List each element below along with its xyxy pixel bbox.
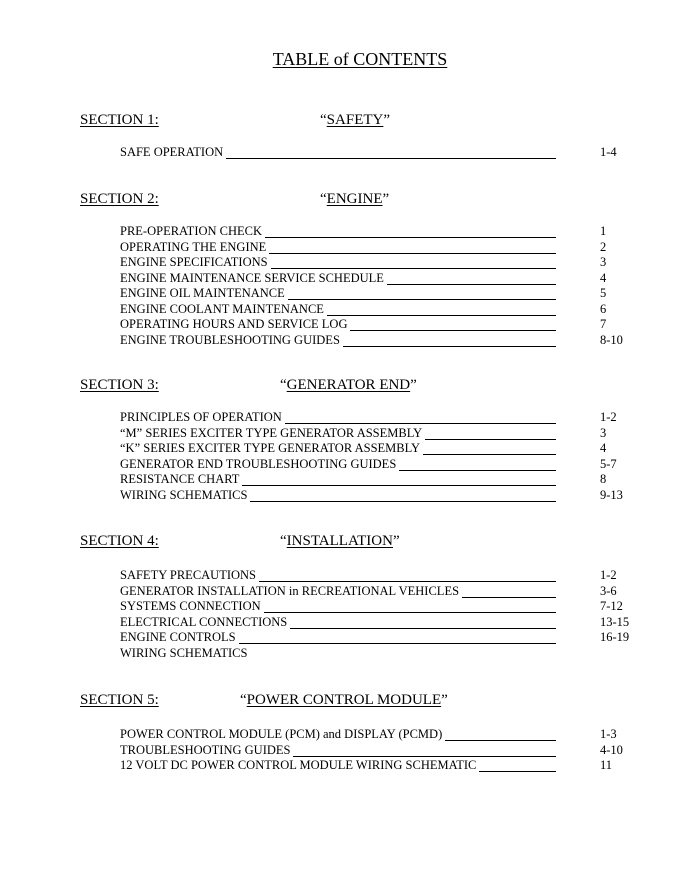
section-name-text: INSTALLATION	[286, 533, 393, 549]
entry-pages: 16-19	[600, 630, 630, 644]
entry-pages: 4-10	[600, 742, 623, 757]
section-3	[0, 377, 680, 502]
document-title: TABLE of CONTENTS	[272, 49, 448, 69]
section-label: SECTION 5:	[80, 692, 159, 708]
entry-title: GENERATOR END TROUBLESHOOTING GUIDES	[120, 457, 399, 472]
section-5	[0, 692, 680, 772]
toc-entry[interactable]	[0, 584, 680, 600]
entry-title: ELECTRICAL CONNECTIONS	[120, 615, 290, 630]
entry-title: ENGINE CONTROLS	[120, 630, 239, 645]
section-heading	[0, 533, 680, 553]
entry-pages: 11	[600, 758, 613, 772]
section-2	[0, 191, 680, 347]
section-name-text: GENERATOR END	[286, 377, 411, 393]
entry-pages: 7	[600, 317, 607, 331]
entry-title: SAFETY PRECAUTIONS	[120, 568, 259, 583]
entry-title: ENGINE COOLANT MAINTENANCE	[120, 302, 327, 317]
entry-pages: 1-3	[600, 727, 617, 741]
section-heading	[0, 112, 680, 132]
section-label: SECTION 1:	[80, 112, 159, 128]
entry-title: ENGINE TROUBLESHOOTING GUIDES	[120, 333, 343, 348]
section-name-text: ENGINE	[326, 191, 383, 207]
section-4	[0, 533, 680, 660]
entry-pages: 5-7	[600, 456, 617, 471]
toc-entry[interactable]	[0, 630, 680, 646]
section-label: SECTION 3:	[80, 377, 159, 393]
section-entries	[0, 568, 680, 661]
entry-title: WIRING SCHEMATICS	[120, 488, 250, 503]
toc-entry[interactable]	[0, 472, 680, 488]
entry-title: ENGINE MAINTENANCE SERVICE SCHEDULE	[120, 271, 387, 286]
entry-pages: 3-6	[600, 583, 617, 598]
section-heading	[0, 191, 680, 211]
entry-pages: 3	[600, 425, 607, 440]
entry-title: RESISTANCE CHART	[120, 472, 242, 487]
section-heading	[0, 377, 680, 397]
section-entries	[0, 145, 680, 161]
toc-entry[interactable]	[0, 743, 680, 759]
toc-entry[interactable]	[0, 240, 680, 256]
entry-pages: 1-2	[600, 568, 617, 582]
toc-entry[interactable]	[0, 615, 680, 631]
section-name: “POWER CONTROL MODULE”	[240, 692, 448, 708]
toc-entry[interactable]	[0, 426, 680, 442]
toc-entry[interactable]	[0, 317, 680, 333]
entry-pages: 8-10	[600, 332, 623, 347]
entry-title: SAFE OPERATION	[120, 145, 226, 160]
entry-pages: 1	[600, 224, 607, 238]
toc-entry[interactable]	[0, 271, 680, 287]
entry-pages: 9-13	[600, 487, 623, 502]
section-name: “ENGINE”	[320, 191, 390, 207]
section-label: SECTION 2:	[80, 191, 159, 207]
toc-entry[interactable]	[0, 441, 680, 457]
toc-entry[interactable]	[0, 568, 680, 584]
section-entries	[0, 224, 680, 348]
entry-pages: 7-12	[600, 599, 623, 613]
section-entries	[0, 727, 680, 774]
toc-entry[interactable]	[0, 333, 680, 349]
entry-pages: 4	[600, 441, 607, 455]
entry-pages: 1-4	[600, 145, 617, 159]
entry-title: ENGINE SPECIFICATIONS	[120, 255, 271, 270]
entry-pages: 6	[600, 301, 607, 316]
entry-pages: 5	[600, 286, 607, 300]
section-name-text: POWER CONTROL MODULE	[246, 692, 442, 708]
toc-entry[interactable]	[0, 224, 680, 240]
entry-title: OPERATING THE ENGINE	[120, 240, 269, 255]
entry-title: TROUBLESHOOTING GUIDES	[120, 743, 293, 758]
entry-title: 12 VOLT DC POWER CONTROL MODULE WIRING SCHEMATIC	[120, 758, 479, 773]
section-name-text: SAFETY	[326, 112, 384, 128]
entry-pages: 3	[600, 255, 607, 269]
toc-entry[interactable]	[0, 410, 680, 426]
toc-entry[interactable]	[0, 727, 680, 743]
section-entries	[0, 410, 680, 503]
section-name: “GENERATOR END”	[280, 377, 417, 393]
toc-entry[interactable]	[0, 758, 680, 774]
entry-title: PRE-OPERATION CHECK	[120, 224, 265, 239]
section-1	[0, 112, 680, 159]
entry-pages: 13-15	[600, 614, 630, 629]
section-label: SECTION 4:	[80, 533, 159, 549]
entry-title: SYSTEMS CONNECTION	[120, 599, 264, 614]
toc-entry[interactable]	[0, 646, 680, 662]
entry-title: GENERATOR INSTALLATION in RECREATIONAL VEHICLES	[120, 584, 462, 599]
toc-entry[interactable]	[0, 145, 680, 161]
entry-title: “K” SERIES EXCITER TYPE GENERATOR ASSEMBLY	[120, 441, 423, 456]
section-name: “INSTALLATION”	[280, 533, 400, 549]
section-name: “SAFETY”	[320, 112, 391, 128]
entry-pages: 8	[600, 472, 607, 486]
section-heading	[0, 692, 680, 712]
entry-title: PRINCIPLES OF OPERATION	[120, 410, 285, 425]
entry-title: POWER CONTROL MODULE (PCM) and DISPLAY (PCMD)	[120, 727, 445, 742]
entry-pages: 2	[600, 239, 607, 254]
entry-pages: 1-2	[600, 410, 617, 424]
entry-pages: 4	[600, 270, 607, 285]
entry-title: “M” SERIES EXCITER TYPE GENERATOR ASSEMBLY	[120, 426, 425, 441]
toc-entry[interactable]	[0, 488, 680, 504]
entry-title: OPERATING HOURS AND SERVICE LOG	[120, 317, 350, 332]
toc-entry[interactable]	[0, 457, 680, 473]
toc-entry[interactable]	[0, 255, 680, 271]
entry-title: WIRING SCHEMATICS	[120, 646, 250, 661]
toc-entry[interactable]	[0, 302, 680, 318]
toc-entry[interactable]	[0, 286, 680, 302]
toc-entry[interactable]	[0, 599, 680, 615]
entry-title: ENGINE OIL MAINTENANCE	[120, 286, 288, 301]
